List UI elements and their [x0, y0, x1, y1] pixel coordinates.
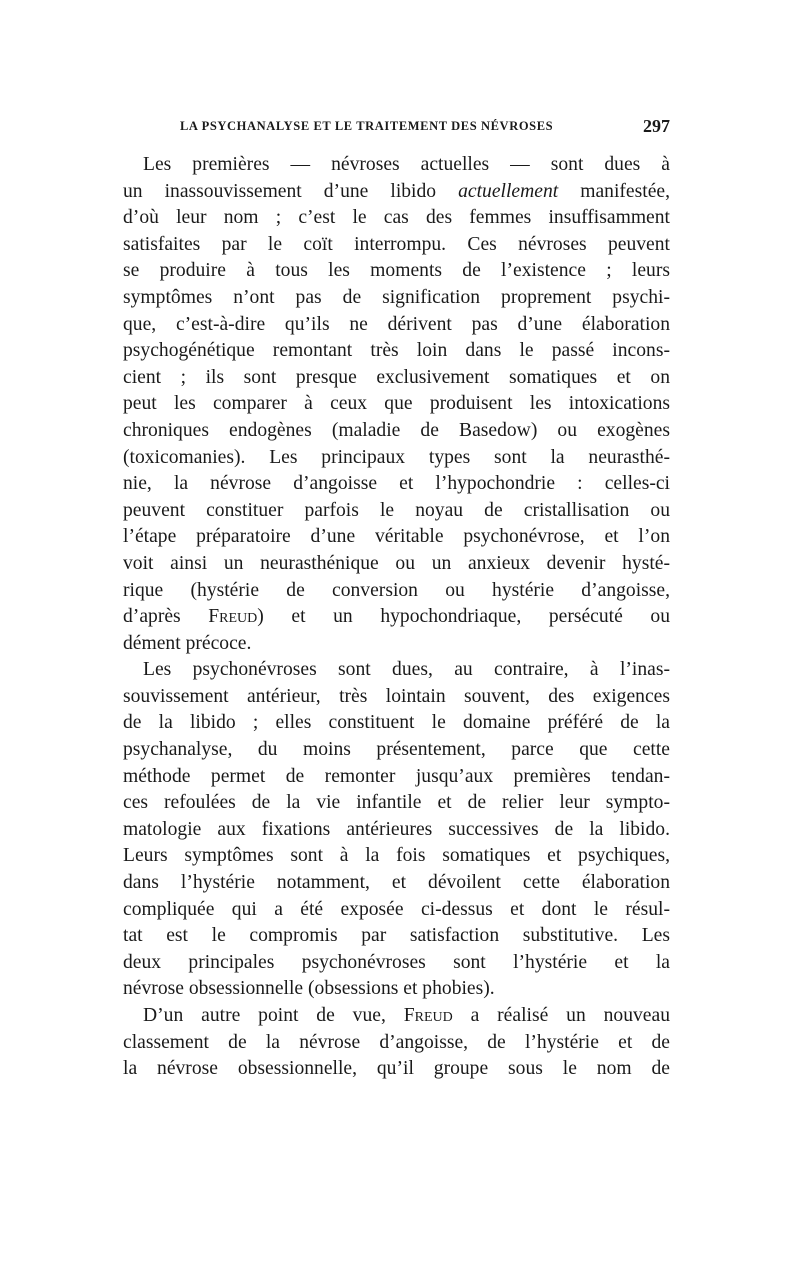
text-line: D’un autre point de vue, Freud a réalisé un nouveau: [143, 1005, 670, 1026]
text-line: symptômes n’ont pas de signification proprement psychi-: [123, 286, 670, 308]
text-line: se produire à tous les moments de l’existence ; leurs: [123, 260, 670, 282]
page-number: 297: [643, 116, 670, 136]
text-line: deux principales psychonévroses sont l’hystérie et la: [123, 951, 670, 973]
running-title: LA PSYCHANALYSE ET LE TRAITEMENT DES NÉVROSES: [180, 119, 554, 133]
author-name: Freud: [208, 606, 258, 628]
text-line: classement de la névrose d’angoisse, de l’hystérie et de: [123, 1031, 670, 1053]
text-line: Leurs symptômes sont à la fois somatiques et psychiques,: [123, 845, 670, 867]
text-line: psychogénétique remontant très loin dans le passé incons-: [123, 340, 670, 362]
text-line: névrose obsessionnelle (obsessions et phobies).: [123, 978, 495, 1000]
paragraph-1: [123, 152, 670, 657]
text-line: la névrose obsessionnelle, qu’il groupe sous le nom de: [123, 1058, 670, 1080]
text-line: chroniques endogènes (maladie de Basedow) ou exogènes: [123, 419, 670, 441]
text-line: rique (hystérie de conversion ou hystérie d’angoisse,: [123, 579, 670, 601]
emphasis: actuellement: [458, 180, 559, 202]
paragraph-2: [123, 657, 670, 1003]
paragraph-3: [123, 1003, 670, 1083]
text-line: l’étape préparatoire d’une véritable psychonévrose, et l’on: [123, 526, 670, 548]
text-line: psychanalyse, du moins présentement, parce que cette: [123, 739, 670, 761]
text-line: méthode permet de remonter jusqu’aux premières tendan-: [123, 765, 670, 787]
body-text: [123, 152, 670, 1083]
text-line: (toxicomanies). Les principaux types sont la neurasthé-: [123, 446, 670, 468]
text-line: souvissement antérieur, très lointain souvent, des exigences: [123, 685, 670, 707]
text-line: peut les comparer à ceux que produisent les intoxications: [123, 393, 670, 415]
text-line: dément précoce.: [123, 632, 252, 654]
text-line: Les psychonévroses sont dues, au contraire, à l’inas-: [143, 659, 670, 681]
text-line: Les premières — névroses actuelles — sont dues à: [143, 154, 670, 175]
text-line: que, c’est-à-dire qu’ils ne dérivent pas d’une élaboration: [123, 313, 670, 335]
text-line: cient ; ils sont presque exclusivement somatiques et on: [123, 366, 670, 388]
author-name: Freud: [403, 1005, 453, 1026]
text-line: voit ainsi un neurasthénique ou un anxieux devenir hysté-: [123, 552, 670, 574]
text-line: ces refoulées de la vie infantile et de relier leur sympto-: [123, 792, 670, 814]
text-line: compliquée qui a été exposée ci-dessus et dont le résul-: [123, 898, 670, 920]
text-line: d’où leur nom ; c’est le cas des femmes insuffisamment: [123, 207, 670, 229]
text-line: satisfaites par le coït interrompu. Ces névroses peuvent: [123, 233, 670, 255]
text-line: peuvent constituer parfois le noyau de cristallisation ou: [123, 499, 670, 521]
text-line: dans l’hystérie notamment, et dévoilent cette élaboration: [123, 872, 670, 894]
text-line: nie, la névrose d’angoisse et l’hypochondrie : celles-ci: [123, 473, 670, 495]
text-line: un inassouvissement d’une libido actuellement manifestée,: [123, 180, 670, 202]
text-line: de la libido ; elles constituent le domaine préféré de la: [123, 712, 670, 734]
text-line: tat est le compromis par satisfaction substitutive. Les: [123, 925, 670, 947]
running-head: [180, 116, 670, 138]
text-line: d’après Freud) et un hypochondriaque, persécuté ou: [123, 606, 671, 628]
text-line: matologie aux fixations antérieures successives de la libido.: [123, 818, 670, 840]
